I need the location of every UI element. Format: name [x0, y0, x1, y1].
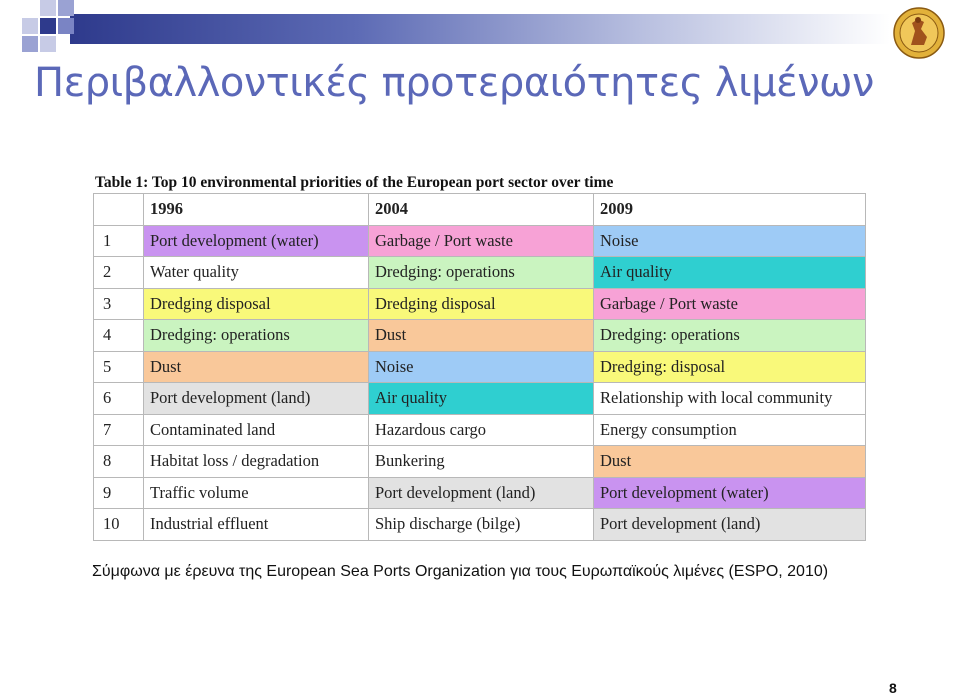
priority-cell: Dust [594, 446, 866, 478]
table-header-row [94, 194, 866, 226]
rank-cell: 8 [94, 446, 144, 478]
priority-cell: Dredging disposal [144, 288, 369, 320]
priorities-table [93, 193, 866, 541]
rank-cell: 3 [94, 288, 144, 320]
priority-cell: Air quality [594, 257, 866, 289]
priority-cell: Port development (land) [144, 383, 369, 415]
header-2004: 2004 [369, 194, 594, 226]
priority-cell: Noise [594, 225, 866, 257]
priority-cell: Dredging: operations [369, 257, 594, 289]
rank-cell: 6 [94, 383, 144, 415]
table-row [94, 288, 866, 320]
header-2009: 2009 [594, 194, 866, 226]
page-number: 8 [889, 680, 897, 696]
priority-cell: Energy consumption [594, 414, 866, 446]
priority-cell: Port development (water) [144, 225, 369, 257]
priority-cell: Contaminated land [144, 414, 369, 446]
priority-cell: Garbage / Port waste [369, 225, 594, 257]
rank-cell: 4 [94, 320, 144, 352]
header-rank [94, 194, 144, 226]
priority-cell: Dust [144, 351, 369, 383]
priority-cell: Traffic volume [144, 477, 369, 509]
table-row [94, 446, 866, 478]
priority-cell: Dust [369, 320, 594, 352]
header-1996: 1996 [144, 194, 369, 226]
header-gradient-bar [70, 14, 890, 44]
table-caption: Table 1: Top 10 environmental priorities of the European port sector over time [95, 174, 614, 191]
table-row [94, 320, 866, 352]
priority-cell: Hazardous cargo [369, 414, 594, 446]
table-row [94, 509, 866, 541]
priority-cell: Port development (land) [594, 509, 866, 541]
priority-cell: Noise [369, 351, 594, 383]
rank-cell: 9 [94, 477, 144, 509]
source-note: Σύμφωνα με έρευνα της European Sea Ports Organization για τους Ευρωπαϊκούς λιμένες (ESPO, 2010) [92, 563, 829, 580]
priority-cell: Relationship with local community [594, 383, 866, 415]
priority-cell: Bunkering [369, 446, 594, 478]
priority-cell: Port development (water) [594, 477, 866, 509]
table-row [94, 383, 866, 415]
priority-cell: Port development (land) [369, 477, 594, 509]
priority-cell: Garbage / Port waste [594, 288, 866, 320]
table-row [94, 414, 866, 446]
rank-cell: 7 [94, 414, 144, 446]
priority-cell: Dredging: disposal [594, 351, 866, 383]
priority-cell: Air quality [369, 383, 594, 415]
table-row [94, 351, 866, 383]
rank-cell: 2 [94, 257, 144, 289]
rank-cell: 1 [94, 225, 144, 257]
priority-cell: Habitat loss / degradation [144, 446, 369, 478]
priority-cell: Dredging disposal [369, 288, 594, 320]
page-title: Περιβαλλοντικές προτεραιότητες λιμένων [34, 60, 874, 106]
table-row [94, 477, 866, 509]
university-seal-icon [893, 7, 945, 59]
priority-cell: Dredging: operations [594, 320, 866, 352]
table-row [94, 257, 866, 289]
priority-cell: Ship discharge (bilge) [369, 509, 594, 541]
rank-cell: 10 [94, 509, 144, 541]
priority-cell: Dredging: operations [144, 320, 369, 352]
table-row [94, 225, 866, 257]
priority-cell: Water quality [144, 257, 369, 289]
rank-cell: 5 [94, 351, 144, 383]
priority-cell: Industrial effluent [144, 509, 369, 541]
